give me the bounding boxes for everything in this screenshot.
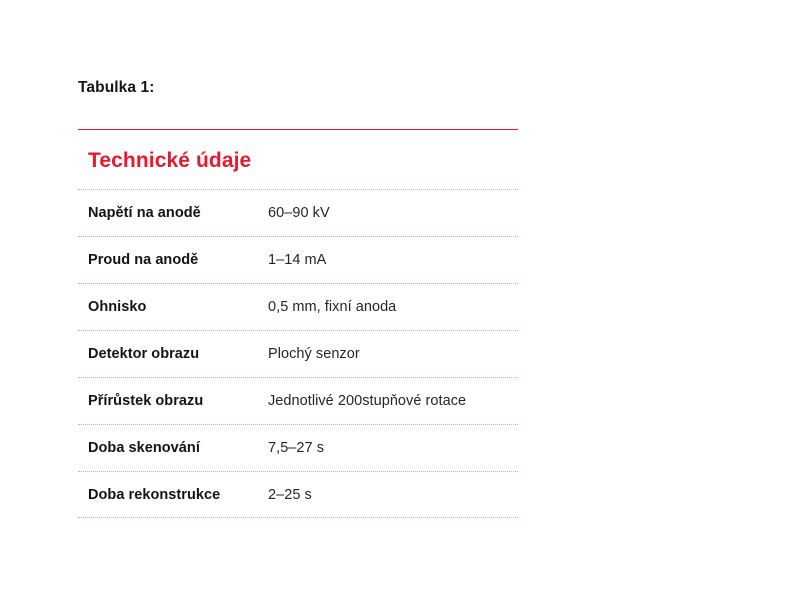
row-label: Detektor obrazu — [88, 346, 200, 362]
table-row — [78, 424, 518, 471]
table-title: Technické údaje — [88, 149, 252, 172]
row-value: Jednotlivé 200stupňové rotace — [268, 393, 467, 409]
row-label: Proud na anodě — [88, 252, 199, 268]
technical-data-table — [78, 129, 518, 518]
row-value: 7,5–27 s — [268, 440, 325, 456]
table-row — [78, 471, 518, 518]
table-caption: Tabulka 1: — [78, 79, 155, 96]
table-row — [78, 377, 518, 424]
row-value: 2–25 s — [268, 486, 312, 503]
table-row — [78, 189, 518, 236]
row-label: Doba skenování — [88, 440, 200, 456]
row-label: Přírůstek obrazu — [88, 393, 204, 409]
row-label: Doba rekonstrukce — [88, 486, 221, 503]
table-row — [78, 236, 518, 283]
table-row — [78, 283, 518, 330]
row-value: 0,5 mm, fixní anoda — [268, 299, 397, 315]
row-value: 60–90 kV — [268, 205, 330, 221]
row-value: 1–14 mA — [268, 252, 327, 268]
row-value: Plochý senzor — [268, 346, 360, 362]
row-label: Napětí na anodě — [88, 205, 201, 221]
table-rows — [78, 189, 518, 518]
table-row — [78, 330, 518, 377]
row-label: Ohnisko — [88, 299, 147, 315]
